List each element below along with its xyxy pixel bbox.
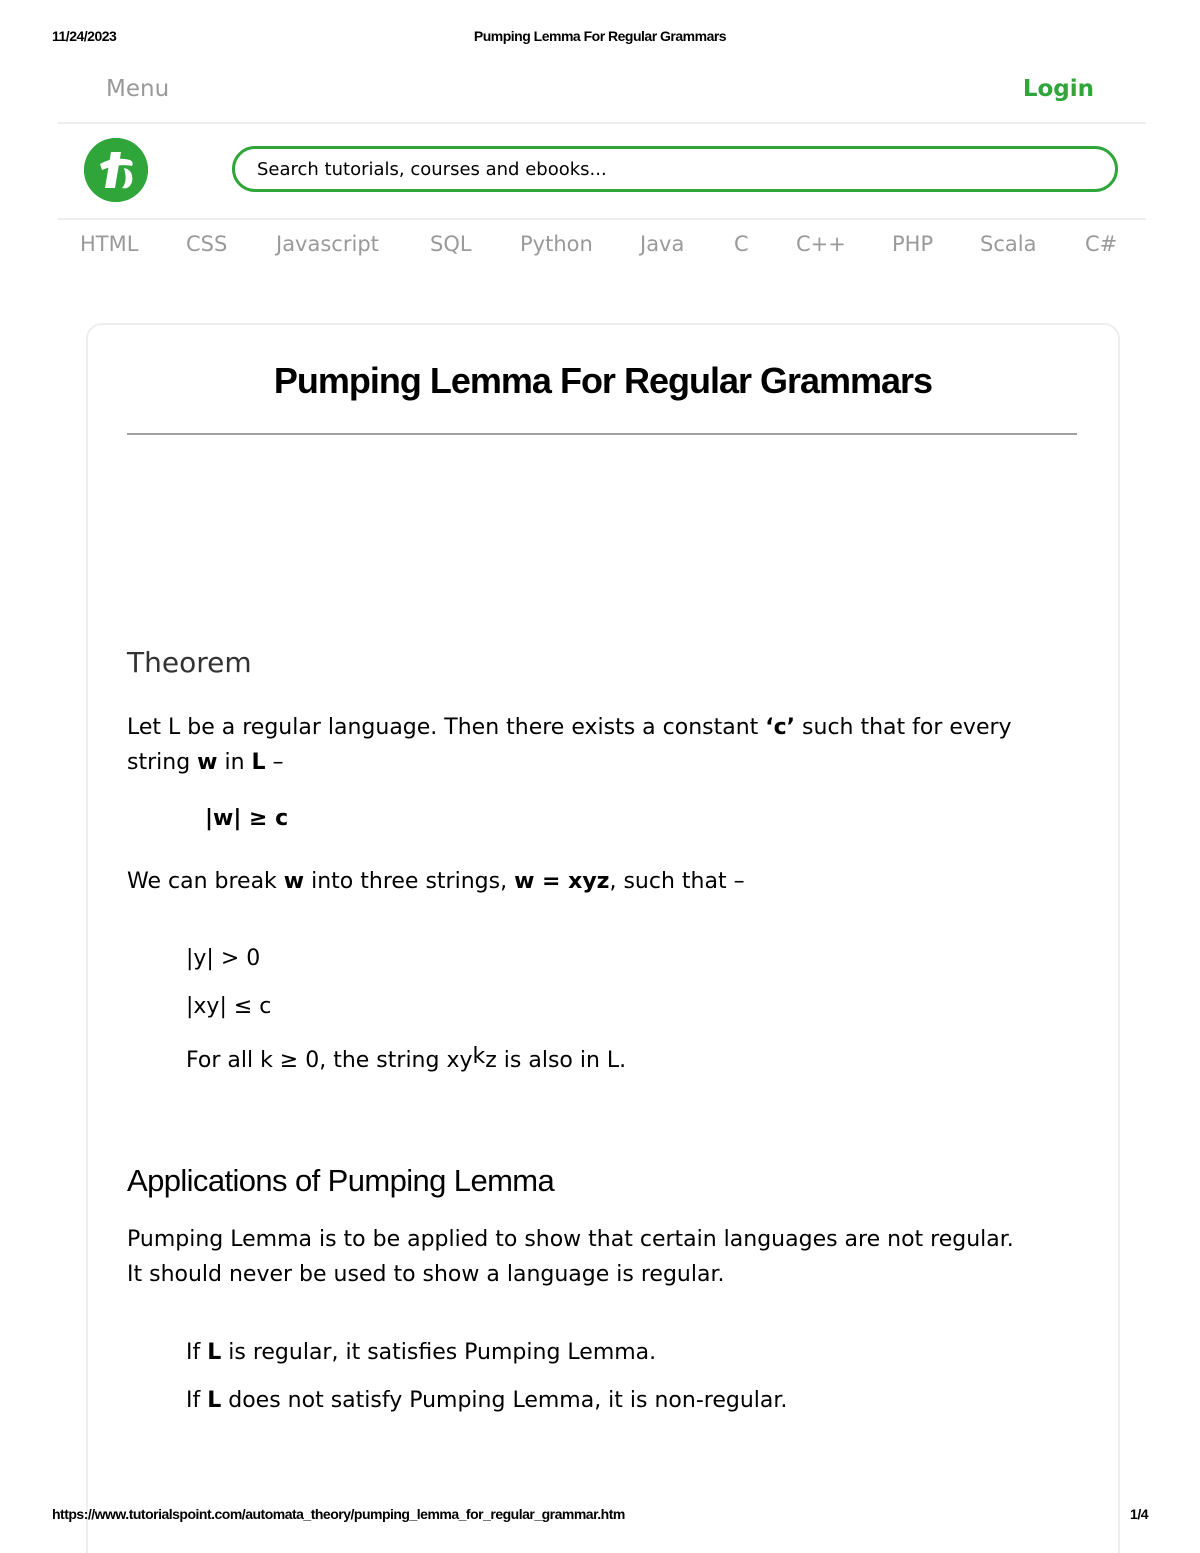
statement-text: Let L be a regular language. Then there exists a constant (127, 715, 766, 740)
condition-3 (186, 1044, 627, 1073)
list-item (186, 1388, 787, 1413)
search-row (58, 124, 1146, 220)
list-l: L (207, 1340, 222, 1365)
list-text: If (186, 1388, 208, 1413)
condition-1: |y| > 0 (186, 946, 261, 971)
condition-3-superscript: k (472, 1044, 486, 1069)
condition-2: |xy| ≤ c (186, 994, 272, 1019)
statement-text: – (265, 750, 284, 775)
nav-link-csharp[interactable]: C# (1085, 232, 1118, 256)
applications-paragraph: Pumping Lemma is to be applied to show that certain languages are not regular. It should never be used to show a language is regular. (127, 1227, 1014, 1287)
theorem-statement (127, 710, 1027, 780)
break-text: into three strings, (304, 869, 515, 894)
nav-link-cpp[interactable]: C++ (796, 232, 846, 256)
list-l: L (207, 1388, 222, 1413)
break-text: We can break (127, 869, 284, 894)
nav-link-scala[interactable]: Scala (980, 232, 1037, 256)
title-divider (127, 433, 1077, 435)
nav-link-python[interactable]: Python (520, 232, 593, 256)
statement-l: L (251, 750, 266, 775)
break-statement (127, 864, 1027, 899)
condition-3-text: z is also in L. (485, 1048, 627, 1073)
condition-3-text: For all k ≥ 0, the string xy (186, 1048, 473, 1073)
statement-text: such that for every string (127, 715, 1012, 775)
print-page-number: 1/4 (1130, 1506, 1148, 1522)
list-item (186, 1340, 656, 1365)
language-nav (58, 232, 1146, 266)
nav-link-sql[interactable]: SQL (430, 232, 472, 256)
list-text: If (186, 1340, 208, 1365)
statement-text: in (217, 750, 252, 775)
break-w: w (283, 869, 305, 894)
page-title: Pumping Lemma For Regular Grammars (273, 360, 933, 401)
article-card (86, 323, 1120, 1553)
break-equation: w = xyz (514, 869, 610, 894)
nav-link-css[interactable]: CSS (186, 232, 228, 256)
nav-link-php[interactable]: PHP (892, 232, 934, 256)
nav-link-java[interactable]: Java (640, 232, 685, 256)
theorem-heading: Theorem (127, 646, 252, 679)
top-bar (58, 68, 1146, 124)
login-link[interactable]: Login (1022, 76, 1094, 102)
print-footer (52, 1506, 1148, 1526)
break-text: , such that – (609, 869, 745, 894)
search-input[interactable] (255, 158, 1115, 181)
logo-icon[interactable] (84, 138, 148, 202)
nav-link-c[interactable]: C (734, 232, 749, 256)
list-text: does not satisfy Pumping Lemma, it is non-regular. (221, 1388, 788, 1413)
nav-link-javascript[interactable]: Javascript (276, 232, 379, 256)
length-formula: |w| ≥ c (205, 806, 289, 831)
statement-w: w (197, 750, 218, 775)
print-title: Pumping Lemma For Regular Grammars (473, 28, 727, 44)
list-text: is regular, it satisfies Pumping Lemma. (221, 1340, 657, 1365)
print-url: https://www.tutorialspoint.com/automata_theory/pumping_lemma_for_regular_grammar.htm (52, 1506, 625, 1522)
statement-constant: ‘c’ (765, 715, 796, 740)
applications-heading: Applications of Pumping Lemma (127, 1163, 555, 1198)
nav-link-html[interactable]: HTML (80, 232, 139, 256)
search-box (232, 146, 1118, 192)
print-date: 11/24/2023 (52, 28, 117, 44)
print-header (52, 28, 1148, 48)
menu-button[interactable]: Menu (106, 76, 170, 102)
